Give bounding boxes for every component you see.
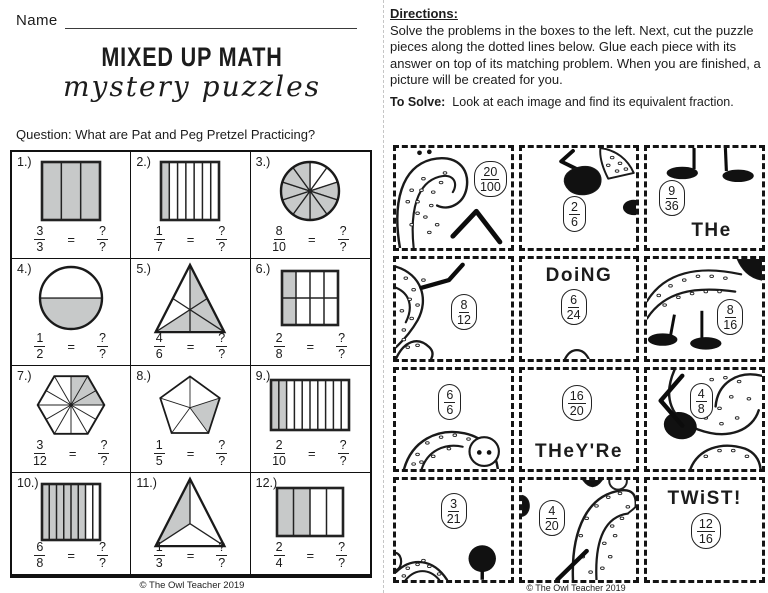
- answer-fraction: $\frac{?}{?}$: [100, 438, 108, 468]
- problem-shape: [12, 477, 130, 547]
- problem-number: 3.): [255, 155, 271, 169]
- given-fraction: $\frac{8}{10}$: [272, 224, 286, 254]
- answer-fraction: $\frac{?}{?}$: [218, 224, 226, 254]
- problem-number: 2.): [136, 155, 151, 169]
- given-fraction: $\frac{2}{4}$: [275, 540, 283, 570]
- equals-sign: =: [306, 338, 315, 354]
- problem-number: 5.): [136, 262, 151, 276]
- problem-equation: [251, 331, 370, 361]
- problem-equation: [131, 331, 249, 361]
- puzzle-piece-5: [519, 256, 640, 362]
- name-label: Name: [16, 12, 58, 29]
- given-fraction: $\frac{1}{2}$: [36, 331, 44, 361]
- problem-cell-11: [131, 473, 250, 574]
- problem-shape: [131, 370, 249, 440]
- problem-equation: [131, 224, 249, 254]
- fraction-badge: 9 36: [659, 180, 685, 216]
- puzzle-piece-6: [644, 256, 765, 362]
- given-fraction: $\frac{1}{3}$: [155, 540, 163, 570]
- problem-shape: [251, 263, 370, 333]
- problem-number: 11.): [136, 476, 157, 490]
- fraction-badge: 20 100: [474, 161, 507, 197]
- problem-shape: [131, 477, 249, 547]
- fraction-badge: 16 20: [562, 385, 592, 421]
- equals-sign: =: [308, 445, 316, 461]
- puzzle-piece-7: [393, 367, 514, 473]
- puzzle-word: DoiNG: [545, 264, 613, 286]
- fraction-badge: 12 16: [691, 513, 721, 549]
- fraction-shape-hex12: [34, 368, 108, 442]
- answer-fraction: $\frac{?}{?}$: [218, 331, 226, 361]
- problem-number: 4.): [17, 262, 32, 276]
- problem-equation: [251, 224, 370, 254]
- problem-cell-7: [12, 366, 131, 473]
- fraction-badge: 4 20: [539, 500, 565, 536]
- problem-cell-2: [131, 152, 250, 259]
- name-blank-line: [65, 15, 357, 29]
- problem-cell-12: [251, 473, 370, 574]
- equals-sign: =: [306, 547, 315, 563]
- problem-shape: [251, 477, 370, 547]
- problem-number: 7.): [17, 369, 32, 383]
- puzzle-piece-1: [393, 145, 514, 251]
- puzzle-piece-12: [644, 477, 765, 583]
- answer-fraction: $\frac{?}{?}$: [98, 224, 106, 254]
- equals-sign: =: [308, 231, 316, 247]
- problem-equation: [12, 331, 130, 361]
- fraction-shape-pie: [38, 265, 104, 331]
- answer-fraction: $\frac{?}{?}$: [338, 540, 346, 570]
- equals-sign: =: [186, 338, 195, 354]
- to-solve-body: Look at each image and find its equivalent fraction.: [452, 95, 734, 109]
- equals-sign: =: [67, 547, 75, 563]
- given-fraction: $\frac{2}{8}$: [275, 331, 283, 361]
- problem-shape: [12, 370, 130, 440]
- equals-sign: =: [67, 338, 75, 354]
- fraction-badge: 6 6: [438, 384, 461, 420]
- problem-cell-4: [12, 259, 131, 366]
- title-line1: MIXED UP MATH: [101, 42, 283, 72]
- fraction-shape-tri3: [149, 474, 231, 551]
- problem-shape: [12, 263, 130, 333]
- problem-shape: [131, 156, 249, 226]
- fraction-shape-strips: [275, 486, 345, 538]
- to-solve-label: To Solve:: [390, 95, 446, 109]
- problem-shape: [251, 370, 370, 440]
- problem-cell-8: [131, 366, 250, 473]
- problem-cell-6: [251, 259, 370, 366]
- problem-number: 10.): [17, 476, 39, 490]
- problem-equation: [12, 540, 130, 570]
- problem-equation: [131, 438, 249, 468]
- problem-cell-1: [12, 152, 131, 259]
- directions-block: [390, 6, 764, 89]
- problem-equation: [251, 438, 370, 468]
- fraction-shape-tri6: [149, 260, 231, 337]
- given-fraction: $\frac{1}{7}$: [155, 224, 163, 254]
- fraction-badge: 3 21: [441, 493, 467, 529]
- puzzle-piece-3: [644, 145, 765, 251]
- problem-cell-3: [251, 152, 370, 259]
- fraction-shape-grid: [280, 269, 340, 327]
- right-footer-copyright: © The Owl Teacher 2019: [526, 583, 626, 593]
- puzzle-word: TWiST!: [667, 488, 742, 510]
- puzzle-piece-9: [644, 367, 765, 473]
- problem-equation: [251, 540, 370, 570]
- problem-cell-9: [251, 366, 370, 473]
- equals-sign: =: [67, 231, 75, 247]
- answer-fraction: $\frac{?}{?}$: [98, 540, 106, 570]
- puzzle-piece-8: [519, 367, 640, 473]
- given-fraction: $\frac{4}{6}$: [155, 331, 163, 361]
- problem-number: 12.): [255, 476, 278, 490]
- given-fraction: $\frac{3}{3}$: [36, 224, 44, 254]
- given-fraction: $\frac{3}{12}$: [32, 438, 47, 468]
- problem-number: 8.): [136, 369, 151, 383]
- problem-cell-10: [12, 473, 131, 574]
- puzzle-word: THeY'Re: [535, 441, 623, 463]
- given-fraction: $\frac{2}{10}$: [272, 438, 286, 468]
- directions-body: Solve the problems in the boxes to the left. Next, cut the puzzle pieces along the dotted lines below. Glue each piece with its answer on top of its matching problem. When you are finished, a picture will be created for you.: [390, 22, 761, 87]
- answer-fraction: $\frac{?}{?}$: [218, 540, 226, 570]
- puzzle-word: THe: [691, 219, 732, 241]
- equals-sign: =: [186, 445, 195, 461]
- worksheet-title: [0, 42, 384, 103]
- fraction-badge: 8 16: [717, 299, 743, 335]
- puzzle-piece-11: [519, 477, 640, 583]
- fraction-badge: 8 12: [451, 294, 477, 330]
- problem-shape: [12, 156, 130, 226]
- equals-sign: =: [68, 445, 77, 461]
- to-solve-block: [390, 95, 766, 109]
- question-text: Question: What are Pat and Peg Pretzel Practicing?: [16, 127, 316, 142]
- problem-number: 1.): [17, 155, 32, 169]
- puzzle-piece-4: [393, 256, 514, 362]
- fraction-badge: 4 8: [690, 383, 713, 419]
- problem-number: 9.): [255, 369, 271, 383]
- problem-number: 6.): [255, 262, 271, 276]
- title-line2: mystery puzzles: [62, 70, 322, 103]
- fraction-shape-pent5: [156, 371, 224, 439]
- problem-equation: [12, 438, 130, 468]
- answer-fraction: $\frac{?}{?}$: [338, 331, 346, 361]
- problem-equation: [131, 540, 249, 570]
- left-footer-copyright: © The Owl Teacher 2019: [139, 580, 245, 591]
- fraction-badge: 2 6: [563, 196, 586, 232]
- fraction-shape-strips: [269, 378, 351, 432]
- problem-equation: [12, 224, 130, 254]
- puzzle-piece-art-pretzel-arc: [522, 480, 637, 580]
- fraction-badge: 6 24: [561, 289, 587, 325]
- answer-fraction: $\frac{?}{?}$: [98, 331, 106, 361]
- puzzle-piece-10: [393, 477, 514, 583]
- problems-table: [10, 150, 372, 578]
- answer-fraction: $\frac{?}{?}$: [339, 438, 347, 468]
- fraction-shape-strips: [40, 482, 102, 542]
- puzzle-pieces-grid: [393, 145, 765, 583]
- puzzle-piece-art-pretzel-arm-feet: [647, 259, 762, 359]
- directions-heading: Directions:: [390, 6, 458, 21]
- equals-sign: =: [186, 231, 195, 247]
- name-row: [16, 12, 357, 29]
- fraction-shape-strips: [159, 160, 221, 222]
- equals-sign: =: [186, 547, 195, 563]
- given-fraction: $\frac{6}{8}$: [36, 540, 44, 570]
- problem-cell-5: [131, 259, 250, 366]
- fraction-shape-pie: [279, 160, 341, 222]
- answer-fraction: $\frac{?}{?}$: [339, 224, 347, 254]
- answer-fraction: $\frac{?}{?}$: [218, 438, 226, 468]
- fraction-shape-strips: [40, 160, 102, 222]
- problem-shape: [131, 263, 249, 333]
- puzzle-piece-2: [519, 145, 640, 251]
- given-fraction: $\frac{1}{5}$: [155, 438, 163, 468]
- problem-shape: [251, 156, 370, 226]
